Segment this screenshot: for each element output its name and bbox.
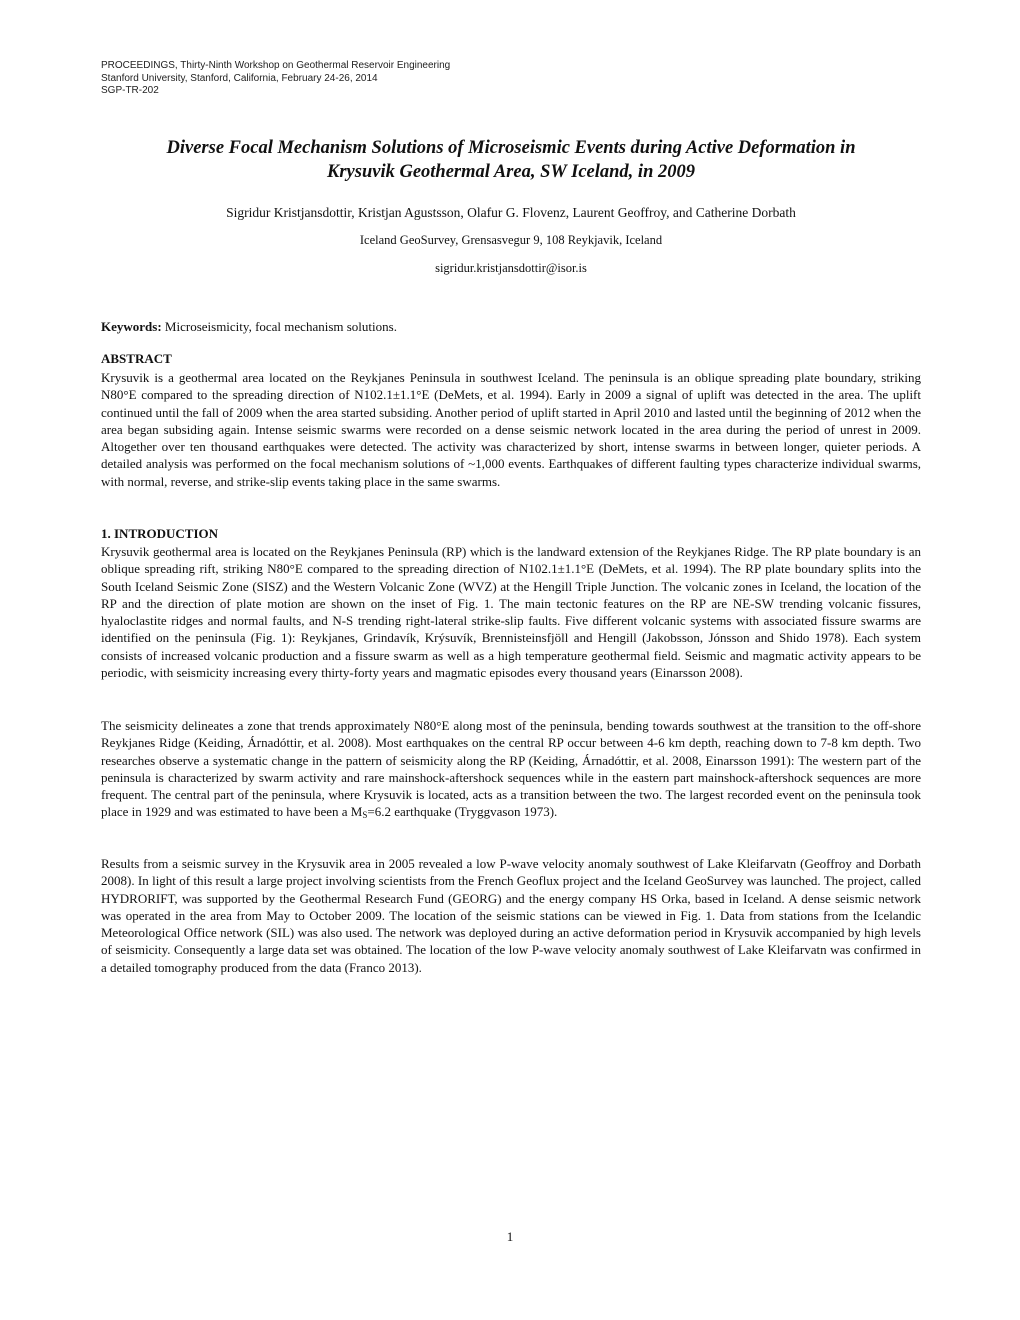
- paragraph-2-end: =6.2 earthquake (Tryggvason 1973).: [367, 804, 558, 820]
- introduction-heading: 1. INTRODUCTION: [101, 526, 219, 541]
- keywords: [101, 318, 921, 335]
- introduction-paragraph-1: Krysuvik geothermal area is located on the Reykjanes Peninsula (RP) which is the landward extension of the Reykjanes Ridge. The RP plate boundary is an oblique spreading rift, striking N80°E compared to the spreading direction of N102.1±1.1°E (DeMets, et al. 1994). The RP plate boundary splits into the South Iceland Seismic Zone (SISZ) and the Western Volcanic Zone (WVZ) at the Hengill Triple Junction. The volcanic zones in Iceland, the location of the RP and the direction of plate motion are shown on the inset of Fig. 1. The main tectonic features on the RP are NE-SW trending volcanic fissures, hyaloclastite ridges and normal faults, and N-S trending right-lateral strike-slip faults. Five different volcanic systems with associated fissure swarms are identified on the peninsula (Fig. 1): Reykjanes, Grindavík, Krýsuvík, Brennisteinsfjöll and Hengill (Jakobsson, Jónsson and Shido 1978). Each system consists of increased volcanic production and a fissure swarm as well as a high temperature geothermal field. Seismic and magmatic activity appears to be periodic, with seismicity increasing every thirty-forty years and magmatic episodes every thousand years (Einarsson 2008).: [101, 544, 921, 681]
- keywords-label: Keywords:: [101, 319, 162, 334]
- page-number: 1: [506, 1229, 514, 1244]
- magnitude-subscript: S: [362, 810, 368, 821]
- header-line-3: SGP-TR-202: [101, 85, 159, 96]
- paragraph-2-main: The seismicity delineates a zone that trends approximately N80°E along most of the peninsula, bending towards southwest at the transition to the off-shore Reykjanes Ridge (Keiding, Árnadóttir, et al. 2008). Most earthquakes on the central RP occur between 4-6 km depth, reaching down to 7-8 km depth. Two researches observe a systematic change in the pattern of seismicity along the RP (Keiding, Árnadóttir, et al. 2008, Einarsson 1991): The western part of the peninsula is characterized by swarm activity and rare mainshock-aftershock sequences while in the eastern part mainshock-aftershock sequences are more frequent. The central part of the peninsula, where Krysuvik is located, acts as a transition between the two. The largest recorded event on the peninsula took place in 1929 and was estimated to have been a M: [101, 718, 921, 820]
- introduction-paragraph-2: [101, 717, 921, 821]
- title-line-2: Krysuvik Geothermal Area, SW Iceland, in 2009: [327, 162, 695, 182]
- paper-title: [100, 136, 922, 184]
- keywords-text: Microseismicity, focal mechanism solutions.: [161, 319, 397, 334]
- author-email: sigridur.kristjansdottir@isor.is: [435, 261, 587, 275]
- abstract-heading: ABSTRACT: [101, 351, 172, 366]
- header-line-2: Stanford University, Stanford, California, February 24-26, 2014: [101, 72, 378, 84]
- introduction-paragraph-3: Results from a seismic survey in the Krysuvik area in 2005 revealed a low P-wave velocity anomaly southwest of Lake Kleifarvatn (Geoffroy and Dorbath 2008). In light of this result a large project involving scientists from the French Geoflux project and the Iceland GeoSurvey was launched. The project, called HYDRORIFT, was supported by the Geothermal Research Fund (GEORG) and the energy company HS Orka, based in Iceland. A dense seismic network was operated in the area from May to October 2009. The location of the seismic stations can be viewed in Fig. 1. Data from stations from the Icelandic Meteorological Office network (SIL) was also used. The network was deployed during an active deformation period in Krysuvik accompanied by high levels of seismicity. Consequently a large data set was obtained. The location of the low P-wave velocity anomaly southwest of Lake Kleifarvatn was confirmed in a detailed tomography produced from the data (Franco 2013).: [101, 856, 921, 975]
- abstract-paragraph: Krysuvik is a geothermal area located on the Reykjanes Peninsula in southwest Iceland. The peninsula is an oblique spreading plate boundary, striking N80°E compared to the spreading direction of N102.1±1.1°E (DeMets, et al. 1994). Early in 2009 a signal of uplift was detected in the area. The uplift continued until the fall of 2009 when the area started subsiding. Another period of uplift started in April 2010 and lasted until the beginning of 2012 when the area began subsiding again. Intense seismic swarms were recorded on a dense seismic network located in the area during the period of unrest in 2009. Altogether over ten thousand earthquakes were detected. The activity was characterized by short, intense swarms in between longer, quieter periods. A detailed analysis was performed on the focal mechanism solutions of ~1,000 events. Earthquakes of different faulting types characterize individual swarms, with normal, reverse, and strike-slip events taking place in the same swarms.: [101, 370, 921, 489]
- header-line-1: PROCEEDINGS, Thirty-Ninth Workshop on Geothermal Reservoir Engineering: [101, 60, 451, 71]
- proceedings-header: [101, 60, 450, 98]
- title-line-1: Diverse Focal Mechanism Solutions of Microseismic Events during Active Deformation in: [166, 138, 856, 158]
- author-list: Sigridur Kristjansdottir, Kristjan Agustsson, Olafur G. Flovenz, Laurent Geoffroy, and Catherine Dorbath: [226, 205, 796, 220]
- affiliation: Iceland GeoSurvey, Grensasvegur 9, 108 Reykjavik, Iceland: [359, 233, 663, 247]
